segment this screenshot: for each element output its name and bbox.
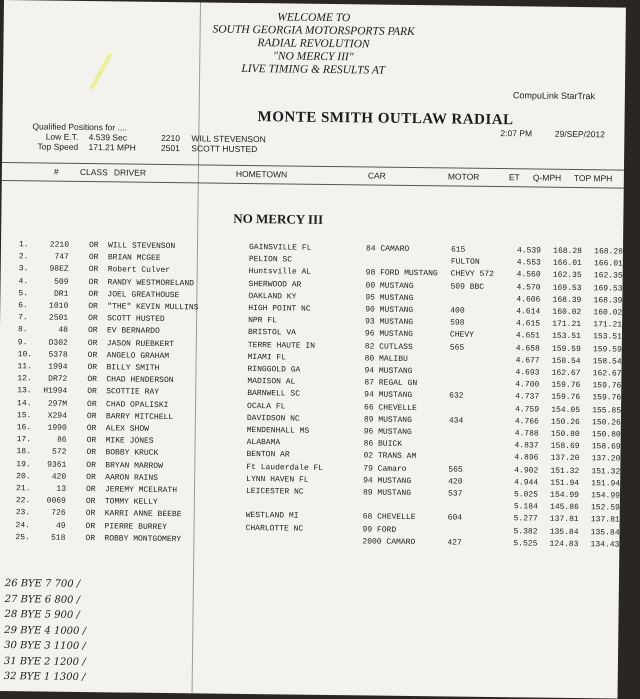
cell-driver: SCOTT HUSTED bbox=[107, 314, 165, 325]
top-speed-value: 171.21 MPH bbox=[88, 142, 136, 153]
cell-class: OR bbox=[87, 399, 97, 409]
cell-driver: CHAD HENDERSON bbox=[106, 375, 174, 386]
cell-motor: CHEVY bbox=[449, 330, 475, 341]
cell-driver: SCOTTIE RAY bbox=[106, 387, 160, 398]
cell-top-mph: 151.94 bbox=[591, 479, 621, 489]
cell-hometown: Ft Lauderdale FL bbox=[246, 462, 324, 473]
cell-class: OR bbox=[87, 338, 98, 348]
cell-class: OR bbox=[88, 314, 98, 324]
cell-top-mph: 153.51 bbox=[593, 332, 622, 342]
cell-position: 9. bbox=[17, 337, 28, 347]
cell-qmph: 154.05 bbox=[551, 405, 581, 415]
cell-car: 90 MUSTANG bbox=[365, 305, 414, 316]
cell-position: 19. bbox=[16, 459, 31, 469]
handwritten-line: 32 BYE 1 1300 / bbox=[3, 671, 86, 684]
cell-et: 5.277 bbox=[513, 514, 538, 524]
header-hometown: HOMETOWN bbox=[235, 168, 288, 180]
top-speed-line bbox=[32, 141, 266, 154]
cell-position: 2. bbox=[18, 252, 29, 262]
cell-qmph: 124.83 bbox=[549, 539, 579, 549]
cell-class: OR bbox=[87, 326, 98, 336]
cell-qmph: 159.76 bbox=[551, 380, 581, 391]
cell-driver: BRYAN MARROW bbox=[105, 460, 163, 471]
cell-car: 94 MUSTANG bbox=[364, 390, 413, 401]
cell-class: OR bbox=[88, 289, 99, 299]
cell-top-mph: 169.53 bbox=[593, 283, 623, 294]
cell-motor: 565 bbox=[448, 465, 463, 475]
cell-car-number: 2501 bbox=[48, 313, 69, 323]
handwritten-line: 30 BYE 3 1100 / bbox=[4, 640, 86, 653]
cell-et: 4.759 bbox=[514, 404, 540, 415]
cell-hometown: LEICESTER NC bbox=[245, 486, 304, 497]
cell-position: 8. bbox=[17, 325, 28, 335]
cell-car-number: 297M bbox=[47, 399, 68, 409]
cell-class: OR bbox=[88, 302, 98, 312]
cell-driver: CHAD OPALISKI bbox=[106, 399, 169, 410]
cell-et: 4.902 bbox=[514, 465, 539, 476]
cell-car-number: 9361 bbox=[47, 460, 67, 470]
cell-car-number: DR1 bbox=[53, 289, 69, 299]
cell-hometown: MADISON AL bbox=[247, 377, 296, 387]
cell-qmph: 150.80 bbox=[550, 429, 580, 440]
cell-driver: AARON RAINS bbox=[105, 473, 159, 483]
cell-top-mph: 166.01 bbox=[593, 259, 623, 269]
cell-car: 94 MUSTANG bbox=[363, 476, 412, 486]
cell-et: 4.614 bbox=[516, 307, 541, 317]
cell-motor: 509 BBC bbox=[450, 282, 485, 292]
cell-car-number: 509 bbox=[54, 277, 69, 287]
cell-position: 11. bbox=[17, 362, 32, 372]
cell-hometown: LYNN HAVEN FL bbox=[246, 474, 309, 485]
cell-car: 66 CHEVELLE bbox=[363, 403, 417, 413]
qualified-heading: Qualified Positions for .... bbox=[32, 121, 128, 133]
cell-et: 4.651 bbox=[515, 331, 540, 341]
welcome-line: LIVE TIMING & RESULTS AT bbox=[241, 62, 386, 77]
cell-car: 02 TRANS AM bbox=[363, 451, 417, 462]
cell-car: 00 MUSTANG bbox=[365, 281, 414, 291]
cell-top-mph: 171.21 bbox=[593, 320, 623, 330]
cell-qmph: 137.20 bbox=[550, 454, 580, 464]
low-et-label: Low E.T. bbox=[45, 131, 79, 142]
cell-qmph: 162.67 bbox=[551, 368, 581, 379]
cell-class: OR bbox=[85, 533, 96, 543]
cell-qmph: 158.69 bbox=[550, 441, 580, 452]
cell-qmph: 151.32 bbox=[550, 466, 580, 476]
cell-et: 4.837 bbox=[514, 441, 539, 451]
cell-hometown: OAKLAND KY bbox=[248, 291, 297, 302]
cell-motor: 427 bbox=[447, 538, 462, 548]
cell-car-number: H1994 bbox=[43, 386, 68, 397]
cell-motor: 420 bbox=[448, 477, 463, 487]
cell-driver: ANGELO GRAHAM bbox=[106, 351, 170, 361]
cell-et: 5.025 bbox=[513, 490, 539, 500]
cell-position: 10. bbox=[17, 349, 33, 360]
cell-position: 18. bbox=[16, 447, 31, 457]
cell-qmph: 166.01 bbox=[552, 258, 582, 269]
cell-car-number: X294 bbox=[47, 411, 67, 421]
cell-qmph: 159.76 bbox=[551, 393, 581, 403]
cell-motor: 632 bbox=[449, 391, 464, 402]
cell-et: 4.560 bbox=[516, 270, 541, 280]
run-time: 2:07 PM bbox=[500, 128, 533, 139]
cell-qmph: 135.84 bbox=[549, 527, 579, 537]
cell-motor: 400 bbox=[450, 306, 465, 316]
cell-position: 25. bbox=[15, 532, 30, 543]
cell-class: OR bbox=[87, 350, 98, 360]
cell-class: OR bbox=[88, 253, 99, 263]
cell-hometown: DAVIDSON NC bbox=[246, 413, 300, 424]
cell-hometown: GAINSVILLE FL bbox=[248, 243, 312, 253]
handwritten-line: 27 BYE 6 800 / bbox=[4, 593, 81, 606]
cell-car: 95 MUSTANG bbox=[365, 293, 414, 303]
cell-driver: Robert Culver bbox=[107, 265, 171, 276]
cell-car-number: 48 bbox=[58, 326, 69, 336]
cell-car: 84 CAMARO bbox=[365, 244, 410, 254]
cell-position: 21. bbox=[15, 484, 31, 494]
cell-top-mph: 159.59 bbox=[592, 344, 622, 355]
cell-top-mph: 150.26 bbox=[592, 418, 621, 428]
cell-hometown: TERRE HAUTE IN bbox=[247, 340, 316, 351]
cell-motor: 604 bbox=[447, 513, 463, 524]
cell-hometown: ALABAMA bbox=[246, 438, 281, 448]
cell-driver: EV BERNARDO bbox=[106, 326, 160, 337]
cell-qmph: 150.26 bbox=[551, 417, 580, 427]
low-et-car-number: 2210 bbox=[161, 132, 181, 144]
cell-car: 96 MUSTANG bbox=[363, 427, 412, 438]
cell-motor: 537 bbox=[447, 489, 463, 499]
cell-top-mph: 168.39 bbox=[593, 296, 623, 306]
cell-driver: RANDY WESTMORELAND bbox=[107, 277, 195, 288]
cell-qmph: 151.94 bbox=[550, 478, 580, 488]
header-qmph: Q-MPH bbox=[532, 172, 562, 183]
cell-hometown: OCALA FL bbox=[247, 401, 286, 412]
cell-position: 4. bbox=[18, 276, 29, 286]
cell-car-number: 5378 bbox=[48, 350, 68, 360]
cell-top-mph: 137.20 bbox=[591, 454, 621, 464]
cell-driver: JOEL GREATHOUSE bbox=[107, 290, 180, 300]
cell-car-number: 1990 bbox=[47, 423, 67, 433]
cell-position: 22. bbox=[15, 496, 31, 506]
cell-hometown: PELION SC bbox=[248, 255, 293, 265]
cell-hometown: BRISTOL VA bbox=[247, 328, 297, 338]
cell-car: 94 MUSTANG bbox=[364, 366, 413, 377]
cell-top-mph: 158.54 bbox=[592, 357, 622, 367]
cell-qmph: 158.54 bbox=[551, 356, 581, 366]
cell-motor: FULTON bbox=[450, 257, 480, 268]
cell-et: 4.570 bbox=[516, 282, 541, 293]
cell-hometown: CHARLOTTE NC bbox=[245, 523, 304, 534]
cell-driver: ROBBY MONTGOMERY bbox=[104, 534, 182, 545]
low-et-value: 4.539 Sec bbox=[88, 132, 128, 143]
cell-car-number: 86 bbox=[56, 435, 67, 445]
cell-qmph: 160.02 bbox=[552, 307, 582, 318]
header-class: CLASS bbox=[79, 166, 108, 178]
welcome-line: RADIAL REVOLUTION bbox=[257, 37, 370, 51]
header-driver: DRIVER bbox=[113, 167, 147, 178]
cell-driver: ALEX SHOW bbox=[105, 424, 150, 434]
cell-qmph: 169.53 bbox=[552, 283, 582, 293]
cell-qmph: 159.59 bbox=[551, 344, 581, 354]
cell-car: 98 FORD MUSTANG bbox=[365, 268, 438, 279]
cell-class: OR bbox=[87, 375, 98, 385]
cell-motor: 434 bbox=[448, 416, 464, 426]
cell-class: OR bbox=[88, 265, 99, 275]
top-speed-car-number: 2501 bbox=[160, 142, 180, 154]
welcome-line: "NO MERCY III" bbox=[272, 50, 354, 64]
cell-qmph: 145.86 bbox=[549, 502, 579, 513]
cell-car-number: 0069 bbox=[46, 496, 66, 506]
cell-car-number: 98EZ bbox=[49, 264, 69, 275]
cell-position: 20. bbox=[16, 471, 31, 482]
header-car: CAR bbox=[367, 170, 386, 181]
cell-car: 96 MUSTANG bbox=[364, 329, 414, 340]
cell-top-mph: 159.76 bbox=[592, 393, 622, 403]
cell-driver: JASON RUEBKERT bbox=[106, 338, 175, 349]
cell-driver: BOBBY KRUCK bbox=[105, 448, 159, 459]
cell-car-number: 420 bbox=[51, 472, 67, 482]
cell-car-number: 1994 bbox=[48, 362, 68, 372]
cell-qmph: 171.21 bbox=[552, 319, 582, 330]
cell-qmph: 168.39 bbox=[552, 295, 582, 305]
header-et: ET bbox=[508, 172, 520, 183]
cell-et: 4.944 bbox=[514, 478, 539, 488]
cell-position: 5. bbox=[18, 288, 29, 299]
cell-car-number: 49 bbox=[55, 521, 66, 531]
cell-top-mph: 154.99 bbox=[591, 491, 621, 501]
cell-position: 15. bbox=[16, 410, 32, 421]
cell-car: 89 MUSTANG bbox=[363, 415, 412, 425]
handwritten-line: 28 BYE 5 900 / bbox=[4, 609, 80, 621]
header-motor: MOTOR bbox=[447, 171, 480, 182]
cell-class: OR bbox=[86, 411, 97, 421]
cell-driver: "THE" KEVIN MULLINS bbox=[107, 302, 199, 313]
cell-position: 14. bbox=[17, 398, 32, 408]
cell-top-mph: 151.32 bbox=[591, 466, 621, 477]
cell-et: 4.788 bbox=[514, 429, 539, 439]
cell-hometown: BARNWELL SC bbox=[247, 389, 301, 400]
cell-hometown: BENTON AR bbox=[246, 450, 290, 460]
cell-position: 6. bbox=[18, 301, 28, 311]
cell-et: 4.553 bbox=[516, 258, 541, 268]
cell-qmph: 168.28 bbox=[553, 246, 583, 257]
cell-et: 4.606 bbox=[516, 295, 541, 305]
cell-et: 4.677 bbox=[515, 356, 540, 366]
cell-top-mph: 159.76 bbox=[592, 381, 622, 391]
cell-top-mph: 158.69 bbox=[591, 442, 621, 452]
cell-top-mph: 168.28 bbox=[594, 247, 624, 257]
cell-top-mph: 135.84 bbox=[590, 527, 620, 538]
cell-car-number: DR72 bbox=[48, 374, 68, 384]
cell-class: OR bbox=[87, 387, 97, 397]
cell-car: 82 CUTLASS bbox=[364, 342, 413, 352]
cell-position: 12. bbox=[17, 374, 32, 384]
cell-car-number: 747 bbox=[54, 252, 69, 262]
cell-top-mph: 160.02 bbox=[593, 308, 623, 318]
cell-car-number: 572 bbox=[52, 448, 67, 458]
cell-top-mph: 150.80 bbox=[591, 430, 621, 440]
cell-position: 7. bbox=[18, 313, 28, 323]
cell-driver: MIKE JONES bbox=[105, 436, 154, 447]
cell-et: 5.525 bbox=[513, 539, 538, 549]
cell-car-number: D302 bbox=[48, 338, 68, 348]
top-speed-label: Top Speed bbox=[37, 141, 79, 152]
cell-position: 24. bbox=[15, 520, 31, 530]
event-title: MONTE SMITH OUTLAW RADIAL bbox=[257, 109, 514, 129]
top-speed-driver: SCOTT HUSTED bbox=[191, 143, 258, 155]
cell-driver: PIERRE BURREY bbox=[104, 521, 168, 532]
cell-class: OR bbox=[85, 521, 96, 531]
cell-class: OR bbox=[85, 509, 96, 519]
cell-motor: 598 bbox=[450, 318, 465, 328]
cell-top-mph: 162.35 bbox=[593, 271, 623, 281]
cell-top-mph: 137.81 bbox=[590, 515, 620, 525]
cell-et: 4.615 bbox=[516, 319, 541, 329]
cell-qmph: 137.81 bbox=[549, 515, 579, 525]
cell-et: 5.184 bbox=[513, 502, 538, 512]
cell-et: 4.700 bbox=[515, 380, 540, 390]
cell-hometown: MIAMI FL bbox=[247, 352, 287, 363]
cell-et: 4.658 bbox=[515, 343, 540, 354]
cell-car: 87 REGAL GN bbox=[364, 378, 418, 389]
cell-motor: 565 bbox=[449, 343, 465, 353]
cell-car-number: 726 bbox=[51, 509, 66, 519]
cell-position: 16. bbox=[16, 423, 32, 433]
cell-position: 3. bbox=[18, 264, 29, 274]
cell-motor: 615 bbox=[450, 245, 466, 255]
cell-car: 99 FORD bbox=[362, 525, 397, 535]
cell-class: OR bbox=[86, 448, 97, 458]
cell-qmph: 153.51 bbox=[552, 332, 581, 342]
cell-driver: BRIAN MCGEE bbox=[107, 253, 161, 264]
cell-hometown: NPR FL bbox=[248, 316, 277, 326]
cell-car: 86 BUICK bbox=[363, 439, 403, 450]
handwritten-line: 26 BYE 7 700 / bbox=[4, 578, 81, 590]
cell-class: OR bbox=[86, 436, 97, 446]
cell-position: 13. bbox=[17, 386, 32, 396]
cell-hometown: Huntsville AL bbox=[248, 267, 312, 278]
cell-car: 2000 CAMARO bbox=[362, 537, 416, 547]
cell-top-mph: 134.43 bbox=[590, 540, 620, 550]
cell-position: 17. bbox=[16, 435, 32, 445]
cell-car: 80 MALIBU bbox=[364, 354, 408, 364]
cell-driver: JEREMY MCELRATH bbox=[104, 485, 178, 496]
cell-car: 93 MUSTANG bbox=[365, 317, 414, 328]
cell-car-number: 518 bbox=[50, 533, 66, 543]
welcome-header bbox=[193, 10, 434, 78]
cell-class: OR bbox=[88, 241, 99, 251]
timing-system-label: CompuLink StarTrak bbox=[512, 90, 596, 102]
cell-qmph: 154.99 bbox=[550, 490, 580, 501]
highlighter-mark bbox=[90, 53, 113, 90]
cell-hometown: RINGGOLD GA bbox=[247, 365, 301, 375]
cell-top-mph: 152.59 bbox=[590, 503, 620, 513]
run-timestamp bbox=[500, 128, 605, 139]
cell-class: OR bbox=[88, 277, 99, 287]
cell-position: 23. bbox=[15, 508, 31, 518]
welcome-line: WELCOME TO bbox=[277, 11, 351, 25]
cell-top-mph: 155.85 bbox=[592, 405, 622, 416]
cell-hometown: MENDENHALL MS bbox=[246, 425, 310, 436]
qualified-summary bbox=[32, 121, 266, 154]
cell-et: 4.539 bbox=[516, 246, 542, 256]
cell-et: 4.766 bbox=[514, 417, 539, 427]
cell-class: OR bbox=[87, 363, 98, 373]
cell-car: 68 CHEVELLE bbox=[362, 512, 416, 523]
handwritten-line: 31 BYE 2 1200 / bbox=[3, 655, 86, 668]
cell-motor: CHEVY 572 bbox=[450, 269, 494, 280]
cell-driver: TOMMY KELLY bbox=[104, 497, 158, 508]
cell-et: 4.693 bbox=[515, 368, 540, 378]
cell-car: 89 MUSTANG bbox=[362, 488, 412, 499]
cell-hometown: WESTLAND MI bbox=[245, 511, 299, 522]
cell-top-mph: 162.67 bbox=[592, 369, 622, 379]
header-rule-bottom bbox=[2, 180, 624, 189]
header-topmph: TOP MPH bbox=[573, 172, 613, 184]
cell-car-number: 2210 bbox=[49, 240, 70, 250]
cell-driver: WILL STEVENSON bbox=[107, 241, 176, 252]
cell-class: OR bbox=[86, 472, 96, 482]
cell-driver: BARRY MITCHELL bbox=[105, 412, 174, 422]
cell-car: 79 Camaro bbox=[363, 464, 407, 474]
run-date: 29/SEP/2012 bbox=[554, 128, 605, 140]
section-title: NO MERCY III bbox=[233, 210, 324, 227]
cell-class: OR bbox=[86, 424, 97, 434]
cell-et: 4.737 bbox=[515, 392, 540, 402]
cell-qmph: 162.35 bbox=[552, 271, 582, 281]
cell-driver: KARRI ANNE BEEBE bbox=[104, 509, 182, 520]
welcome-line: SOUTH GEORGIA MOTORSPORTS PARK bbox=[212, 23, 415, 39]
low-et-driver: WILL STEVENSON bbox=[191, 133, 266, 145]
cell-car-number: 1010 bbox=[49, 301, 69, 311]
cell-driver: BILLY SMITH bbox=[106, 363, 160, 373]
cell-et: 4.896 bbox=[514, 453, 539, 463]
cell-class: OR bbox=[85, 485, 96, 495]
handwritten-line: 29 BYE 4 1000 / bbox=[4, 624, 87, 637]
cell-class: OR bbox=[86, 460, 96, 470]
cell-et: 5.382 bbox=[513, 526, 538, 537]
cell-position: 1. bbox=[18, 240, 29, 250]
cell-hometown: SHERWOOD AR bbox=[248, 279, 302, 290]
cell-car-number: 13 bbox=[56, 484, 67, 494]
header-pos: # bbox=[53, 166, 59, 177]
cell-class: OR bbox=[85, 497, 96, 507]
cell-hometown: HIGH POINT NC bbox=[248, 304, 311, 314]
